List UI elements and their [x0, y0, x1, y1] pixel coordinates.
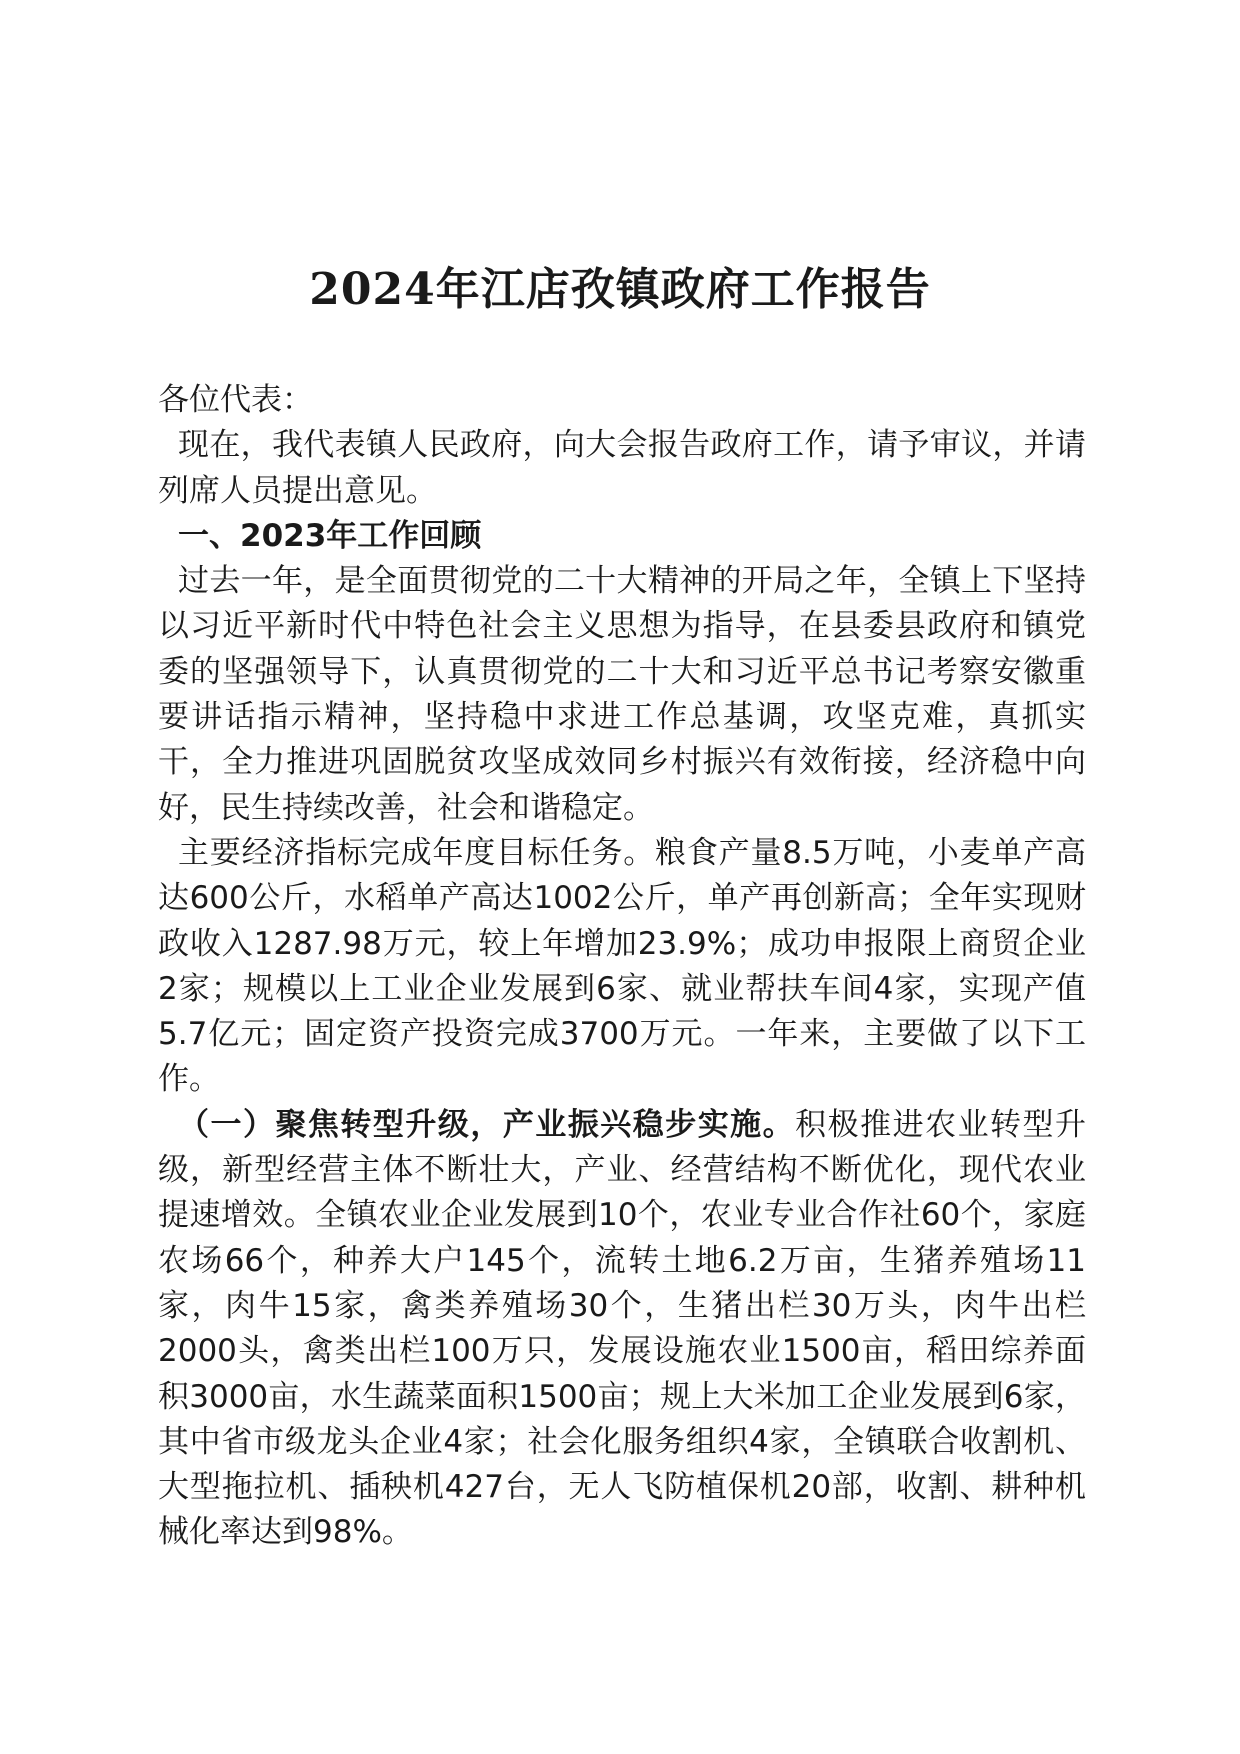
subsection-paragraph	[158, 1103, 1086, 1556]
document-body	[158, 378, 1086, 1556]
intro-paragraph: 现在，我代表镇人民政府，向大会报告政府工作，请予审议，并请列席人员提出意见。	[158, 427, 1086, 509]
document-title: 2024年江店孜镇政府工作报告	[309, 264, 931, 315]
subsection-body: 积极推进农业转型升级，新型经营主体不断壮大，产业、经营结构不断优化，现代农业提速增效。全镇农业企业发展到10个，农业专业合作社60个，家庭农场66个，种养大户145个，流转土地6.2万亩，生猪养殖场11家，肉牛15家，禽类养殖场30个，生猪出栏30万头，肉牛出栏2000头，禽类出栏100万只，发展设施农业1500亩，稻田综养面积3000亩，水生蔬菜面积1500亩；规上大米加工企业发展到6家，其中省市级龙头企业4家；社会化服务组织4家，全镇联合收割机、大型拖拉机、插秧机427台，无人飞防植保机20部，收割、耕种机械化率达到98%。	[158, 1106, 1087, 1551]
review-paragraph: 过去一年，是全面贯彻党的二十大精神的开局之年，全镇上下坚持以习近平新时代中特色社会主义思想为指导，在县委县政府和镇党委的坚强领导下，认真贯彻党的二十大和习近平总书记考察安徽重要讲话指示精神，坚持稳中求进工作总基调，攻坚克难，真抓实干，全力推进巩固脱贫攻坚成效同乡村振兴有效衔接，经济稳中向好，民生持续改善，社会和谐稳定。	[158, 563, 1086, 826]
subsection-lead: （一）聚焦转型升级，产业振兴稳步实施。	[178, 1106, 796, 1143]
salutation: 各位代表：	[158, 382, 313, 418]
section-heading: 一、2023年工作回顾	[178, 517, 482, 554]
indicators-paragraph: 主要经济指标完成年度目标任务。粮食产量8.5万吨，小麦单产高达600公斤，水稻单产高达1002公斤，单产再创新高；全年实现财政收入1287.98万元，较上年增加23.9%；成功申报限上商贸企业2家；规模以上工业企业发展到6家、就业帮扶车间4家，实现产值5.7亿元；固定资产投资完成3700万元。一年来，主要做了以下工作。	[158, 834, 1086, 1098]
